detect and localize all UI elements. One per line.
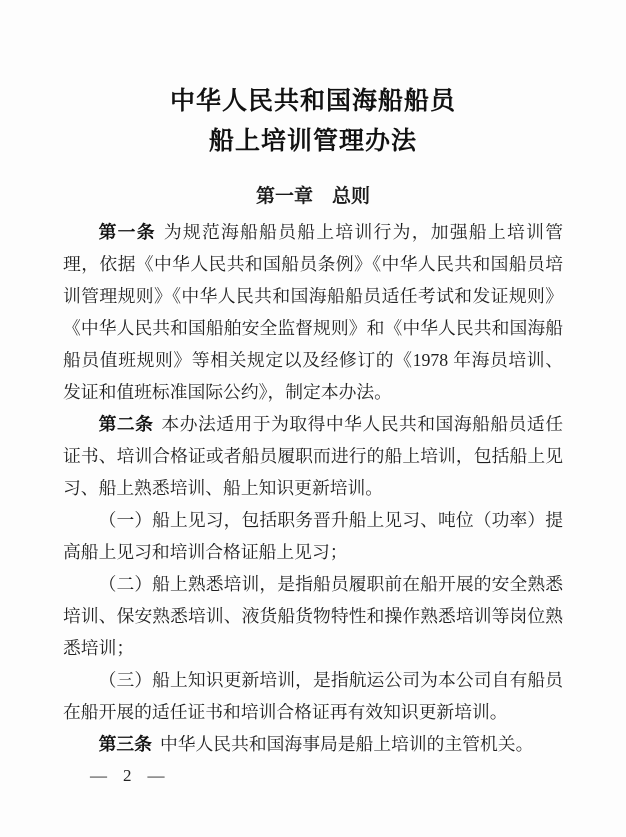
document-title-line-1: 中华人民共和国海船船员 xyxy=(169,88,456,115)
article-1-text: 为规范海船船员船上培训行为，加强船上培训管理，依据《中华人民共和国船员条例》《中华人民共和国船员培训管理规则》《中华人民共和国海船船员适任考试和发证规则》《中华人民共和国船舶安全监督规则》和《中华人民共和国海船船员值班规则》等相关规定以及经修订的《1978 年海员培训、发证和值班标准国际公约》，制定本办法。 xyxy=(63,222,563,402)
page-number: 2 xyxy=(123,766,132,785)
article-2-label: 第二条 xyxy=(98,414,154,434)
paragraph-article-1 xyxy=(63,216,563,408)
item-3-text: （三）船上知识更新培训，是指航运公司为本公司自有船员在船开展的适任证书和培训合格证再有效知识更新培训。 xyxy=(63,670,563,722)
footer-right-dash: — xyxy=(147,766,165,785)
item-1-text: （一）船上见习，包括职务晋升船上见习、吨位（功率）提高船上见习和培训合格证船上见习； xyxy=(63,510,563,562)
item-2-text: （二）船上熟悉培训，是指船员履职前在船开展的安全熟悉培训、保安熟悉培训、液货船货物特性和操作熟悉培训等岗位熟悉培训； xyxy=(63,574,563,658)
article-3-text: 中华人民共和国海事局是船上培训的主管机关。 xyxy=(159,734,534,754)
page-footer xyxy=(90,766,165,786)
paragraph-item-2 xyxy=(63,568,563,664)
article-2-text: 本办法适用于为取得中华人民共和国海船船员适任证书、培训合格证或者船员履职而进行的船上培训，包括船上见习、船上熟悉培训、船上知识更新培训。 xyxy=(63,414,563,498)
document-body xyxy=(63,216,563,760)
paragraph-item-1 xyxy=(63,504,563,568)
chapter-heading: 第一章 总则 xyxy=(255,186,370,207)
document-title xyxy=(0,82,626,162)
footer-left-dash: — xyxy=(90,766,107,785)
paragraph-article-3 xyxy=(63,728,563,760)
document-title-line-2: 船上培训管理办法 xyxy=(208,128,417,155)
article-3-label: 第三条 xyxy=(98,734,152,754)
paragraph-item-3 xyxy=(63,664,563,728)
paragraph-article-2 xyxy=(63,408,563,504)
article-1-label: 第一条 xyxy=(98,222,156,242)
